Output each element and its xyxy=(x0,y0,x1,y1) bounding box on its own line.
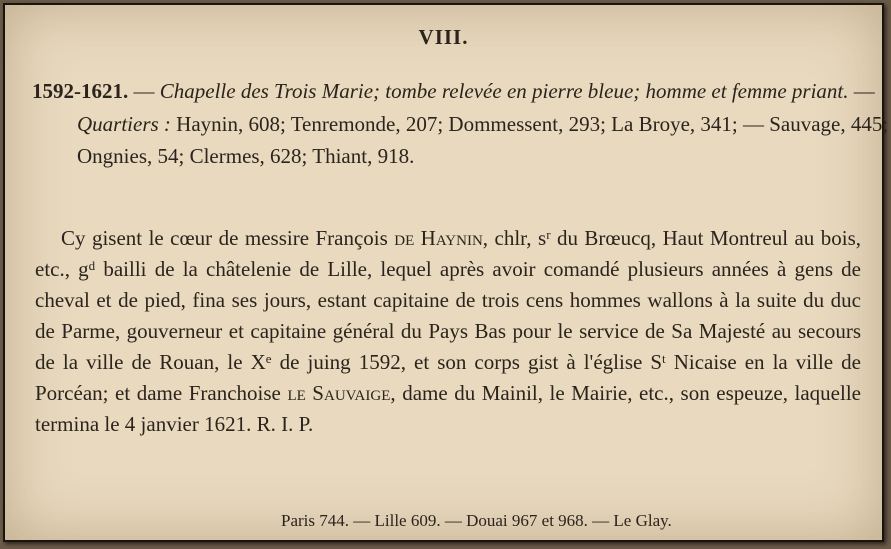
superscript-e: e xyxy=(265,351,272,366)
entry-dates: 1592-1621. xyxy=(32,79,129,103)
superscript-d: d xyxy=(88,258,96,273)
inscription-part-4: bailli de la châtelenie de Lille, lequel après avoir comandé plusieurs années à gens de cheval et de pied, fina ses jours, estant capitaine de trois cens hommes wallons à la suite du duc de Parme, gouverneur et capitaine général du Pays Bas pour le service de Sa Majesté au secours de la ville de Rouan, le X xyxy=(35,257,862,374)
page-frame xyxy=(3,3,889,542)
inscription-text xyxy=(35,223,861,440)
name-le-sauvaige: le Sauvaige xyxy=(287,381,391,405)
entry-dash-1: — xyxy=(128,79,160,103)
inscription-part-6: Nicaise en la ville de Porcéan; et dame Franchoise xyxy=(35,350,861,405)
section-heading: VIII. xyxy=(418,25,469,49)
superscript-t: t xyxy=(662,351,666,366)
entry-header xyxy=(32,75,891,173)
inscription-part-7: , dame du Mainil, le Mairie, etc., son espeuze, laquelle termina le 4 janvier 1621. R. I. P. xyxy=(35,381,861,436)
inscription-part-2: , chlr, s xyxy=(482,226,547,250)
name-de-haynin: de Haynin xyxy=(394,226,483,250)
document-page xyxy=(5,5,889,540)
entry-description: Chapelle des Trois Marie; tombe relevée en pierre bleue; homme et femme priant. xyxy=(159,79,849,103)
quarters-label: Quartiers : xyxy=(77,111,171,136)
superscript-r: r xyxy=(546,227,551,242)
quarters-list: Haynin, 608; Tenremonde, 207; Dommessent, 293; La Broye, 341; — Sauvage, 445; Ongnies, 54; Clermes, 628; Thiant, 918. xyxy=(77,111,889,168)
inscription-part-3: du Brœucq, Haut Montreul au bois, etc., g xyxy=(35,226,862,281)
inscription-part-5: de juing 1592, et son corps gist à l'église S xyxy=(271,350,663,374)
inscription-part-1: Cy gisent le cœur de messire François xyxy=(61,226,395,250)
entry-dash-2: — xyxy=(848,79,875,103)
source-references: Paris 744. — Lille 609. — Douai 967 et 968. — Le Glay. xyxy=(281,511,672,530)
